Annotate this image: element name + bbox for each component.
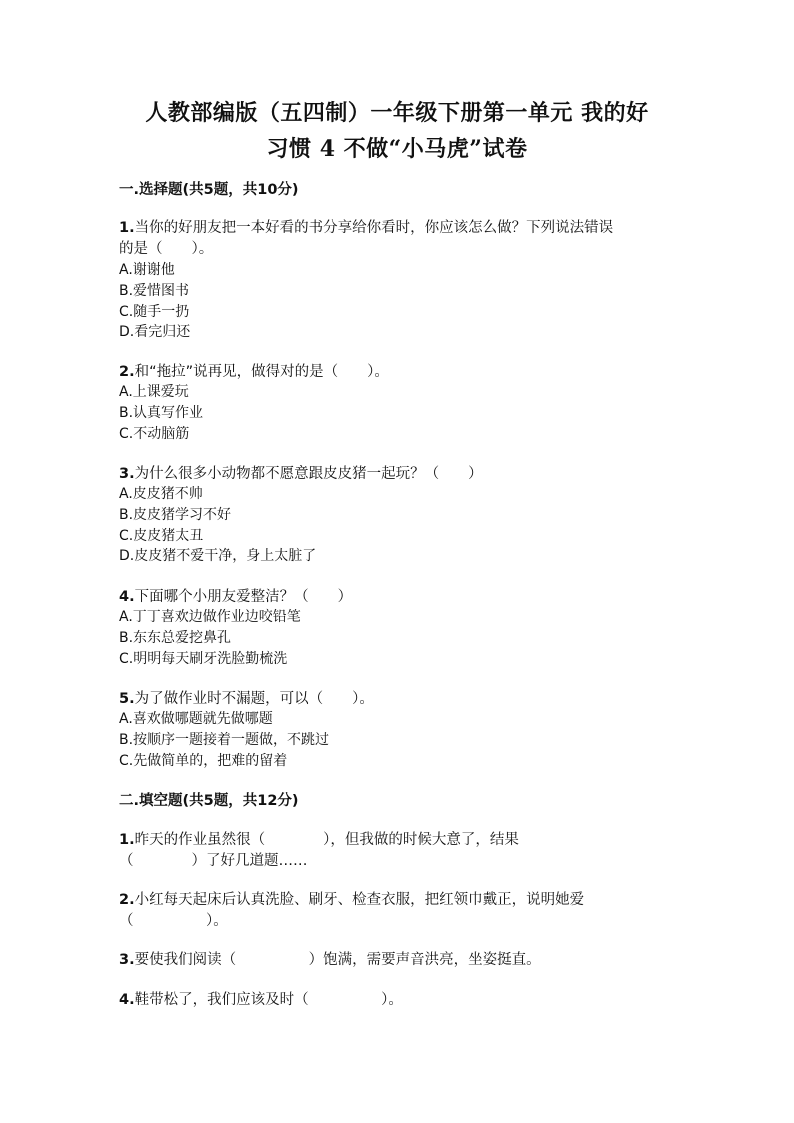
- title-line-1: 人教部编版（五四制）一年级下册第一单元 我的好: [145, 100, 649, 126]
- question-number: 4.: [119, 589, 135, 605]
- question-text: 昨天的作业虽然很（ ），但我做的时候大意了，结果: [134, 832, 519, 848]
- title-line-2: 习惯 4 不做“小马虎”试卷: [266, 136, 528, 162]
- question-1-option-b: B.爱惜图书: [119, 283, 190, 299]
- question-2-option-a: A.上课爱玩: [119, 384, 189, 400]
- question-text: 为什么很多小动物都不愿意跟皮皮猪一起玩？（ ）: [134, 466, 483, 482]
- question-text: 要使我们阅读（ ）饱满，需要声音洪亮，坐姿挺直。: [134, 952, 541, 968]
- question-number: 2.: [119, 364, 135, 380]
- question-5-option-b: B.按顺序一题接着一题做，不跳过: [119, 732, 330, 748]
- question-number: 5.: [119, 691, 135, 707]
- question-5-line-1: [119, 687, 374, 708]
- question-2-option-b: B.认真写作业: [119, 405, 204, 421]
- question-number: 4.: [119, 992, 135, 1008]
- section-heading-choice: 一.选择题(共5题，共10分): [119, 182, 299, 198]
- question-1-option-d: D.看完归还: [119, 324, 191, 340]
- question-1-line-1: [119, 216, 613, 237]
- question-3-option-c: C.皮皮猪太丑: [119, 528, 204, 544]
- question-5-option-a: A.喜欢做哪题就先做哪题: [119, 711, 273, 727]
- question-3-line-1: [119, 462, 483, 483]
- question-text: 和“拖拉”说再见，做得对的是（ ）。: [134, 364, 389, 380]
- question-text: 为了做作业时不漏题，可以（ ）。: [134, 691, 374, 707]
- question-number: 2.: [119, 892, 135, 908]
- question-4-option-c: C.明明每天刷牙洗脸勤梳洗: [119, 651, 288, 667]
- question-text: 鞋带松了，我们应该及时（ ）。: [134, 992, 403, 1008]
- fill-question-1-line-1: [119, 828, 519, 849]
- question-3-option-a: A.皮皮猪不帅: [119, 486, 203, 502]
- fill-question-1-line-2: （ ）了好几道题……: [119, 853, 308, 869]
- question-2-option-c: C.不动脑筋: [119, 426, 190, 442]
- question-number: 3.: [119, 466, 135, 482]
- question-1-option-c: C.随手一扔: [119, 304, 190, 320]
- question-number: 1.: [119, 832, 135, 848]
- fill-question-2-line-2: （ ）。: [119, 913, 228, 929]
- question-4-option-b: B.东东总爱挖鼻孔: [119, 630, 232, 646]
- fill-question-2-line-1: [119, 888, 584, 909]
- question-text: 当你的好朋友把一本好看的书分享给你看时，你应该怎么做？下列说法错误: [134, 220, 614, 236]
- fill-question-4-line-1: [119, 988, 403, 1009]
- question-2-line-1: [119, 360, 389, 381]
- question-4-line-1: [119, 585, 352, 606]
- fill-question-3-line-1: [119, 948, 541, 969]
- question-number: 3.: [119, 952, 135, 968]
- question-3-option-b: B.皮皮猪学习不好: [119, 507, 232, 523]
- question-3-option-d: D.皮皮猪不爱干净，身上太脏了: [119, 548, 317, 564]
- question-1-option-a: A.谢谢他: [119, 262, 175, 278]
- question-4-option-a: A.丁丁喜欢边做作业边咬铅笔: [119, 609, 301, 625]
- question-text: 小红每天起床后认真洗脸、刷牙、检查衣服，把红领巾戴正，说明她爱: [134, 892, 585, 908]
- question-1-line-2: 的是（ ）。: [119, 241, 214, 257]
- question-5-option-c: C.先做简单的，把难的留着: [119, 753, 288, 769]
- question-text: 下面哪个小朋友爱整洁？（ ）: [134, 589, 353, 605]
- section-heading-fill-blank: 二.填空题(共5题，共12分): [119, 793, 299, 809]
- question-number: 1.: [119, 220, 135, 236]
